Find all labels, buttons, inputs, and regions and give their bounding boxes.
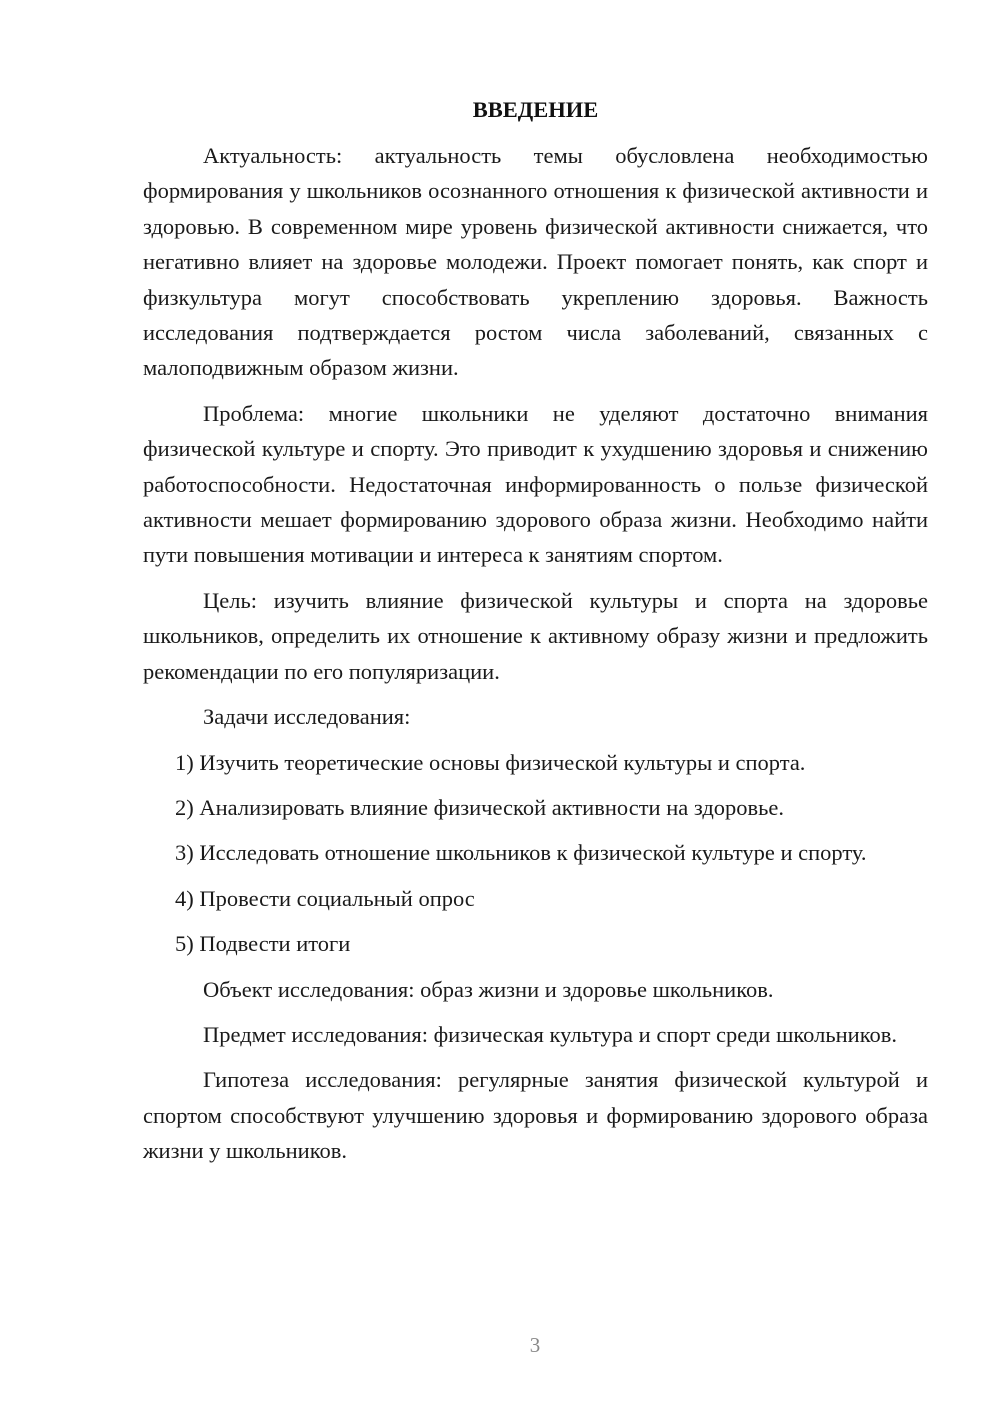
page-title: ВВЕДЕНИЕ xyxy=(472,97,599,122)
object-paragraph: Объект исследования: образ жизни и здоровье школьников. xyxy=(203,976,774,1002)
goal-paragraph: Цель: изучить влияние физической культуры и спорта на здоровье школьников, определить их отношение к активному образу жизни и предложить рекомендации по его популяризации. xyxy=(143,587,928,684)
tasks-heading: Задачи исследования: xyxy=(203,704,411,730)
page-number: 3 xyxy=(529,1333,541,1357)
task-item-3: 3) Исследовать отношение школьников к физической культуре и спорту. xyxy=(175,840,867,866)
task-item-5: 5) Подвести итоги xyxy=(175,931,351,957)
task-item-2: 2) Анализировать влияние физической активности на здоровье. xyxy=(175,794,785,820)
task-item-1: 1) Изучить теоретические основы физической культуры и спорта. xyxy=(175,749,806,775)
relevance-paragraph: Актуальность: актуальность темы обусловлена необходимостью формирования у школьников осознанного отношения к физической активности и здоровью. В современном мире уровень физической активности снижается, что негативно влияет на здоровье молодежи. Проект помогает понять, как спорт и физкультура могут способствовать укреплению здоровья. Важность исследования подтверждается ростом числа заболеваний, связанных с малоподвижным образом жизни. xyxy=(143,143,928,381)
problem-paragraph: Проблема: многие школьники не уделяют достаточно внимания физической культуре и спорту. Это приводит к ухудшению здоровья и снижению работоспособности. Недостаточная информированность о пользе физической активности мешает формированию здорового образа жизни. Необходимо найти пути повышения мотивации и интереса к занятиям спортом. xyxy=(143,400,928,568)
subject-paragraph: Предмет исследования: физическая культура и спорт среди школьников. xyxy=(203,1021,897,1047)
document-page xyxy=(143,92,928,1179)
hypothesis-paragraph: Гипотеза исследования: регулярные занятия физической культурой и спортом способствуют улучшению здоровья и формированию здорового образа жизни у школьников. xyxy=(143,1067,928,1164)
task-item-4: 4) Провести социальный опрос xyxy=(175,885,475,911)
